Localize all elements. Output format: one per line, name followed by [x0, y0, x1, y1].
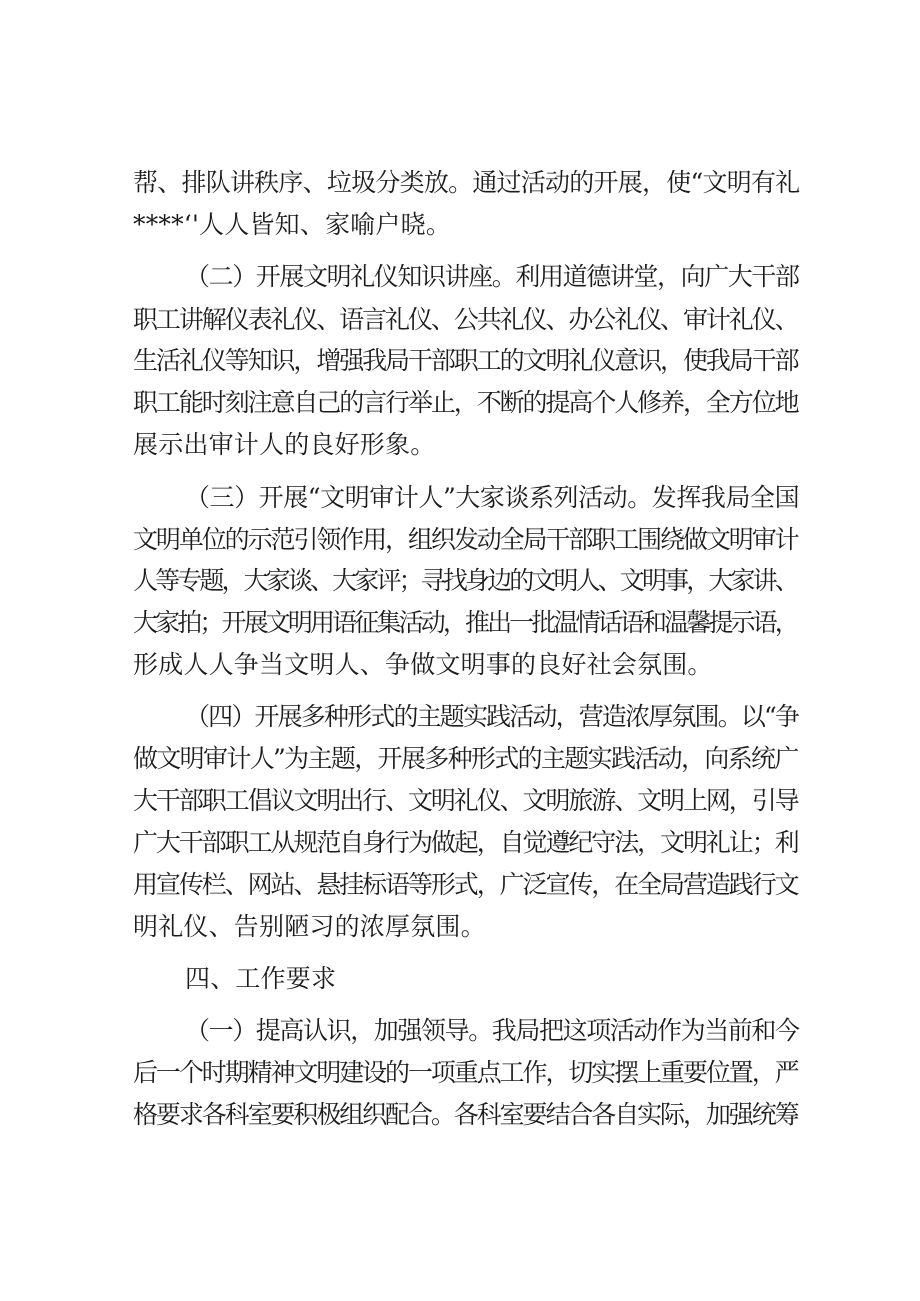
text-line: 广大干部职工从规范自身行为做起，自觉遵纪守法，文明礼让；利	[133, 828, 798, 857]
paragraph-heading-line: （一）提高认识，加强领导。我局把这项活动作为当前和今	[185, 1016, 799, 1045]
text-line: 做文明审计人”为主题，开展多种形式的主题实践活动，向系统广	[133, 744, 798, 773]
paragraph-heading-line: （三）开展“文明审计人”大家谈系列活动。发挥我局全国	[185, 483, 800, 512]
text-line: 文明单位的示范引领作用，组织发动全局干部职工围绕做文明审计	[133, 525, 798, 554]
text-line: 后一个时期精神文明建设的一项重点工作，切实摆上重要位置，严	[133, 1058, 798, 1087]
text-line: 大家拍；开展文明用语征集活动，推出一批温情话语和温馨提示语，	[133, 608, 797, 637]
text-line: ****‘'人人皆知、家喻户晓。	[133, 210, 452, 239]
text-line: 人等专题，大家谈、大家评；寻找身边的文明人、文明事，大家讲、	[133, 566, 797, 595]
text-line: 职工讲解仪表礼仪、语言礼仪、公共礼仪、办公礼仪、审计礼仪、	[133, 305, 798, 334]
text-line: 大干部职工倡议文明出行、文明礼仪、文明旅游、文明上网，引导	[133, 786, 798, 815]
section-heading: 四、工作要求	[185, 964, 337, 993]
text-line: 展示出审计人的良好形象。	[133, 430, 436, 459]
text-line: 职工能时刻注意自己的言行举止，不断的提高个人修养，全方位地	[133, 388, 798, 417]
text-line: 形成人人争当文明人、争做文明事的良好社会氛围。	[133, 650, 713, 679]
text-line: 生活礼仪等知识，增强我局干部职工的文明礼仪意识，使我局干部	[133, 346, 798, 375]
text-line: 明礼仪、告别陋习的浓厚氛围。	[133, 912, 486, 941]
paragraph-heading-line: （四）开展多种形式的主题实践活动，营造浓厚氛围。以“争	[185, 702, 799, 731]
text-line: 用宣传栏、网站、悬挂标语等形式，广泛宣传，在全局营造践行文	[133, 870, 798, 899]
paragraph-heading-line: （二）开展文明礼仪知识讲座。利用道德讲堂，向广大干部	[185, 262, 799, 291]
text-line: 帮、排队讲秩序、垃圾分类放。通过活动的开展，使“文明有礼	[133, 168, 800, 197]
text-line: 格要求各科室要积极组织配合。各科室要结合各自实际，加强统筹	[133, 1100, 798, 1129]
